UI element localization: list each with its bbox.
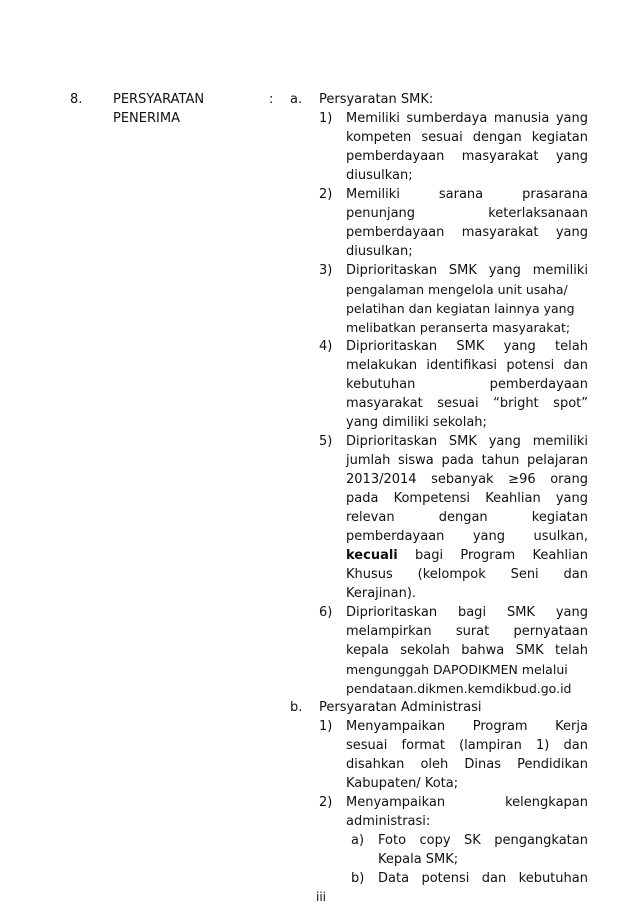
section-colon: :	[269, 92, 274, 107]
bold-emphasis: kecuali	[346, 548, 398, 563]
list-item-line: pada Kompetensi Keahlian yang	[346, 491, 588, 506]
list-item-marker: 4)	[319, 339, 333, 354]
list-item-line: Khusus (kelompok Seni dan	[346, 567, 588, 582]
list-item-line: Kerajinan).	[346, 586, 417, 601]
list-item-marker: 2)	[319, 795, 333, 810]
list-item-marker: 5)	[319, 434, 333, 449]
sub-item-line: Data potensi dan kebutuhan	[378, 871, 588, 886]
list-item-line: diusulkan;	[346, 168, 413, 183]
list-item-line: Kabupaten/ Kota;	[346, 776, 459, 791]
list-item-line: Menyampaikan kelengkapan	[346, 795, 588, 810]
part-a-marker: a.	[290, 92, 303, 107]
list-item-line: pendataan.dikmen.kemdikbud.go.id	[346, 681, 572, 696]
list-item-line: Diprioritaskan SMK yang memiliki	[346, 263, 588, 278]
sub-item-marker: a)	[351, 833, 365, 848]
list-item-line: Diprioritaskan SMK yang memiliki	[346, 434, 588, 449]
list-item-line: pelatihan dan kegiatan lainnya yang	[346, 301, 575, 316]
list-item-line: relevan dengan kegiatan	[346, 510, 588, 525]
list-item-line: penunjang keterlaksanaan	[346, 206, 588, 221]
list-item-line: melakukan identifikasi potensi dan	[346, 358, 588, 373]
list-item-marker: 2)	[319, 187, 333, 202]
sub-item-line: Foto copy SK pengangkatan	[378, 833, 588, 848]
list-item-marker: 1)	[319, 719, 333, 734]
list-item-line: diusulkan;	[346, 244, 413, 259]
list-item-line: mengunggah DAPODIKMEN melalui	[346, 662, 568, 677]
list-item-line: yang dimiliki sekolah;	[346, 415, 487, 430]
list-item-line: pemberdayaan masyarakat yang	[346, 225, 588, 240]
list-item-line: Diprioritaskan SMK yang telah	[346, 339, 588, 354]
section-title-line2: PENERIMA	[113, 111, 180, 126]
list-item-marker: 1)	[319, 111, 333, 126]
part-a-title: Persyaratan SMK:	[319, 92, 434, 107]
list-item-marker: 6)	[319, 605, 333, 620]
list-item-line: pemberdayaan masyarakat yang	[346, 149, 588, 164]
part-b-marker: b.	[290, 700, 303, 715]
list-item-line: melibatkan peranserta masyarakat;	[346, 320, 571, 335]
list-item-line: kecuali bagi Program Keahlian	[346, 548, 588, 563]
list-item-line: pemberdayaan yang usulkan,	[346, 529, 588, 544]
list-item-line: melampirkan surat pernyataan	[346, 624, 588, 639]
sub-item-line: Kepala SMK;	[378, 852, 459, 867]
list-item-line: Memiliki sumberdaya manusia yang	[346, 111, 588, 126]
list-item-line: masyarakat sesuai “bright spot”	[346, 396, 588, 411]
list-item-line: pengalaman mengelola unit usaha/	[346, 282, 568, 297]
sub-item-marker: b)	[351, 871, 365, 886]
list-item-line: kebutuhan pemberdayaan	[346, 377, 588, 392]
page-number: iii	[316, 890, 327, 904]
list-item-line: Menyampaikan Program Kerja	[346, 719, 588, 734]
list-item-line: disahkan oleh Dinas Pendidikan	[346, 757, 588, 772]
list-item-line: administrasi:	[346, 814, 431, 829]
list-item-line: 2013/2014 sebanyak ≥96 orang	[346, 472, 588, 487]
list-item-line: Memiliki sarana prasarana	[346, 187, 588, 202]
list-item-line: kompeten sesuai dengan kegiatan	[346, 130, 588, 145]
section-number: 8.	[70, 92, 83, 107]
list-item-line: Diprioritaskan bagi SMK yang	[346, 605, 588, 620]
list-item-line: sesuai format (lampiran 1) dan	[346, 738, 588, 753]
section-title-line1: PERSYARATAN	[113, 92, 205, 107]
list-item-line: jumlah siswa pada tahun pelajaran	[346, 453, 588, 468]
part-b-title: Persyaratan Administrasi	[319, 700, 482, 715]
list-item-line: kepala sekolah bahwa SMK telah	[346, 643, 588, 658]
list-item-marker: 3)	[319, 263, 333, 278]
